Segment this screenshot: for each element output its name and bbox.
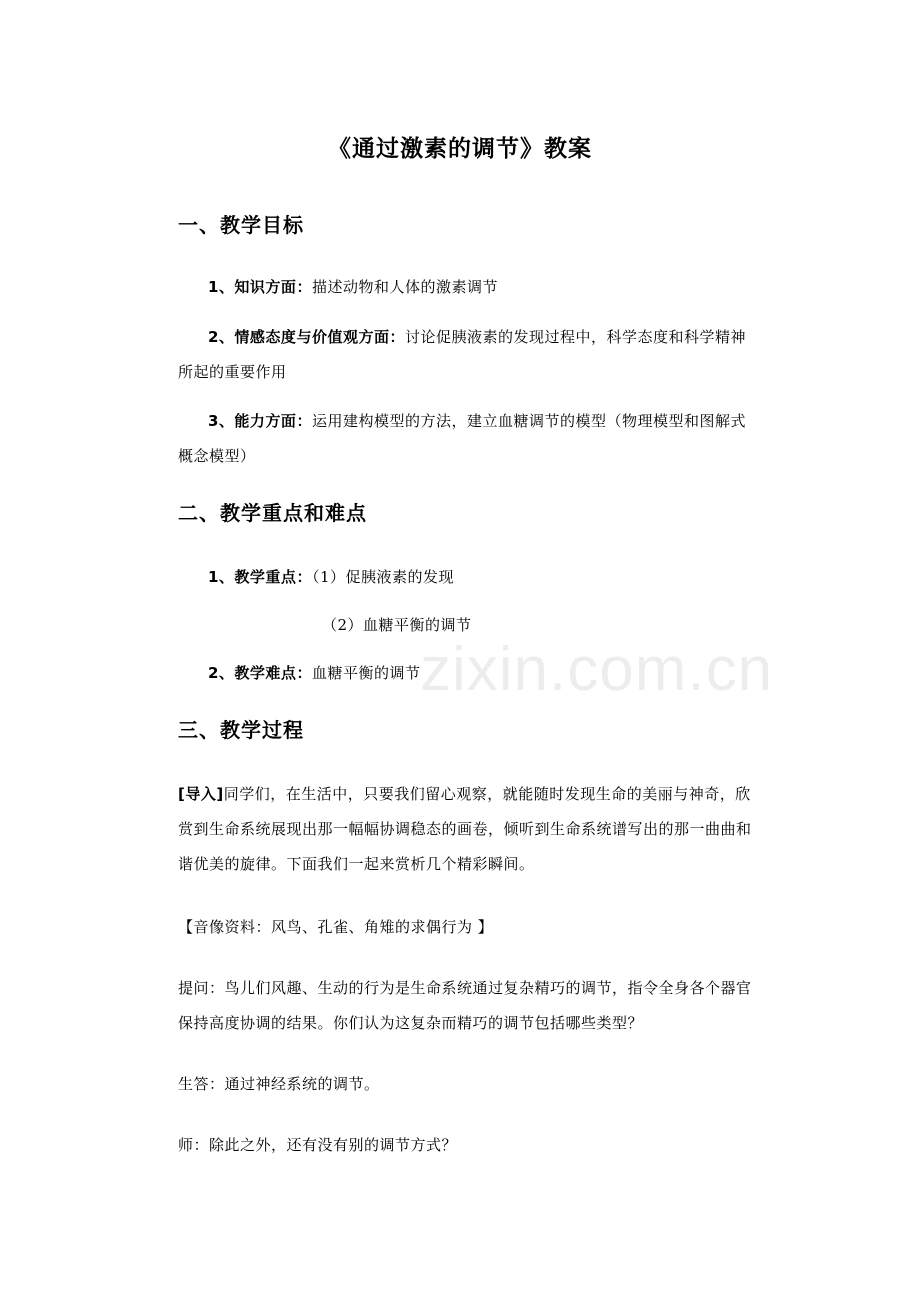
intro-line: 谐优美的旋律。下面我们一起来赏析几个精彩瞬间。 <box>178 855 535 873</box>
intro-line: 赏到生命系统展现出那一幅幅协调稳态的画卷，倾听到生命系统谱写出的那一曲曲和 <box>178 820 752 838</box>
focus-item-difficulty <box>208 662 420 683</box>
focus-text: （1）促胰液素的发现 <box>311 568 454 586</box>
goal-label: 2、情感态度与价值观方面： <box>208 328 405 346</box>
goal-label: 1、知识方面： <box>208 278 312 296</box>
teacher-question: 师：除此之外，还有没有别的调节方式？ <box>178 1136 458 1154</box>
goal-text: 运用建构模型的方法，建立血糖调节的模型（物理模型和图解式 <box>311 412 746 430</box>
goal-text: 讨论促胰液素的发现过程中，科学态度和科学精神 <box>404 328 746 346</box>
intro-text: 同学们，在生活中，只要我们留心观察，就能随时发现生命的美丽与神奇，欣 <box>223 785 751 803</box>
focus-label: 1、教学重点： <box>208 568 312 586</box>
question-line: 提问：鸟儿们风趣、生动的行为是生命系统通过复杂精巧的调节，指令全身各个器官 <box>178 979 752 997</box>
focus-text: 血糖平衡的调节 <box>311 664 421 682</box>
document-title: 《通过激素的调节》教案 <box>328 136 592 162</box>
goal-text-continued: 概念模型） <box>178 447 256 465</box>
section-heading-process: 三、教学过程 <box>178 718 304 742</box>
focus-item-key-points <box>208 566 454 587</box>
goal-text: 描述动物和人体的激素调节 <box>311 278 498 296</box>
section-heading-focus: 二、教学重点和难点 <box>178 501 367 525</box>
media-note: 【音像资料：风鸟、孔雀、角雉的求偶行为 】 <box>178 918 494 936</box>
focus-label: 2、教学难点： <box>208 664 312 682</box>
intro-line <box>178 783 751 804</box>
focus-text-continued: （2）血糖平衡的调节 <box>322 616 472 634</box>
question-line: 保持高度协调的结果。你们认为这复杂而精巧的调节包括哪些类型？ <box>178 1014 644 1032</box>
watermark: zixin.com.cn <box>420 635 774 704</box>
intro-label: [导入] <box>178 785 224 803</box>
goal-item-attitude <box>208 326 746 347</box>
goal-text-continued: 所起的重要作用 <box>178 363 287 381</box>
section-heading-goals: 一、教学目标 <box>178 213 304 237</box>
goal-label: 3、能力方面： <box>208 412 312 430</box>
student-answer: 生答：通过神经系统的调节。 <box>178 1075 380 1093</box>
goal-item-knowledge <box>208 276 498 297</box>
goal-item-ability <box>208 410 746 431</box>
